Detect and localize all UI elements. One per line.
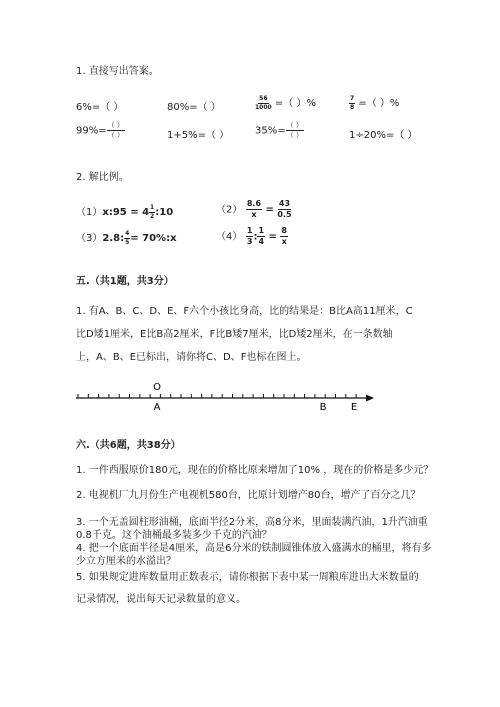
fraction-1-2: $\frac{1}{2}$: [150, 203, 155, 220]
calc-56-over-1000: $\frac{56}{1000}$ =（ ）%: [255, 94, 316, 111]
fraction-56-1000: $\frac{56}{1000}$: [255, 94, 272, 111]
section5-line2: 比D矮1厘米，E比B高2厘米，F比B矮7厘米，比D矮2厘米，在一条数轴: [76, 329, 393, 340]
calc-7-over-8: $\frac{7}{8}$ =（ ）%: [350, 94, 400, 111]
calc-6-percent: 6%=（ ）: [76, 102, 124, 113]
section1-title: 1. 直接写出答案。: [76, 66, 159, 77]
calc-35-percent: 35%= $\frac{( )}{( )}$: [255, 121, 303, 139]
calc-80-percent: 80%=（ ）: [167, 102, 221, 113]
fraction-8.6-x: $\frac{8.6}{x}$: [246, 199, 262, 219]
number-line-arrow: [366, 395, 374, 402]
question-4: 4. 把一个底面半径是4厘米，高是6分米的铁制圆锥体放入盛满水的桶里，将有多少立方厘米的水溢出？: [76, 543, 432, 567]
section2-title: 2. 解比例。: [76, 172, 129, 183]
section5-heading: 五.（共1题，共3分）: [76, 276, 174, 287]
fraction-4-5: $\frac{4}{5}$: [125, 229, 130, 246]
calc-1-div-20-percent: 1÷20%=（ ）: [349, 130, 418, 141]
section6-heading: 六.（共6题，共38分）: [76, 440, 181, 451]
point-e-label: E: [350, 402, 358, 413]
origin-label: O: [153, 382, 161, 393]
proportion-4: （4） $\frac{1}{3}$ : $\frac{1}{4}$ = $\frac{8}{x}$: [216, 226, 287, 246]
fraction-1-4: $\frac{1}{4}$: [258, 226, 265, 246]
section5-line3: 上，A、B、E已标出，请你将C、D、F也标在图上。: [76, 352, 307, 363]
question-3: 3. 一个无盖圆柱形油桶，底面半径2分米，高8分米，里面装满汽油，1升汽油重0.8千克。这个油桶最多装多少千克的汽油？: [76, 517, 428, 541]
question-5: 5. 如果规定进库数量用正数表示，请你根据下表中某一周粮库进出大米数量的记录情况，说出每天记录数量的意义。: [76, 572, 419, 605]
point-a-label: A: [153, 402, 161, 413]
question-2: 2. 电视机厂九月份生产电视机580台，比原计划增产80台，增产了百分之几？: [76, 490, 421, 501]
number-line: [70, 378, 380, 414]
blank-fraction: $\frac{( )}{( )}$: [107, 121, 124, 139]
proportion-1: （1）x:95 = 4 $\frac{1}{2}$ :10: [76, 203, 174, 220]
fraction-1-3: $\frac{1}{3}$: [246, 226, 253, 246]
number-line-ticks: [78, 394, 356, 398]
blank-fraction: $\frac{( )}{( )}$: [286, 121, 303, 139]
fraction-43-0.5: $\frac{43}{0.5}$: [277, 199, 292, 219]
point-b-label: B: [319, 402, 327, 413]
proportion-2: （2） $\frac{8.6}{x}$ = $\frac{43}{0.5}$: [216, 199, 292, 219]
calc-99-percent: 99%= $\frac{( )}{( )}$: [76, 121, 124, 139]
proportion-3: （3）2.8: $\frac{4}{5}$ = 70%:x: [76, 229, 177, 246]
fraction-7-8: $\frac{7}{8}$: [350, 94, 355, 111]
calc-1-plus-5-percent: 1+5%=（ ）: [167, 130, 230, 141]
question-1: 1. 一件西服原价180元，现在的价格比原来增加了10% ，现在的价格是多少元？: [76, 465, 434, 476]
section5-line1: 1. 有A、B、C、D、E、F六个小孩比身高，比的结果是：B比A高11厘米，C: [76, 306, 413, 317]
fraction-8-x: $\frac{8}{x}$: [281, 226, 287, 246]
